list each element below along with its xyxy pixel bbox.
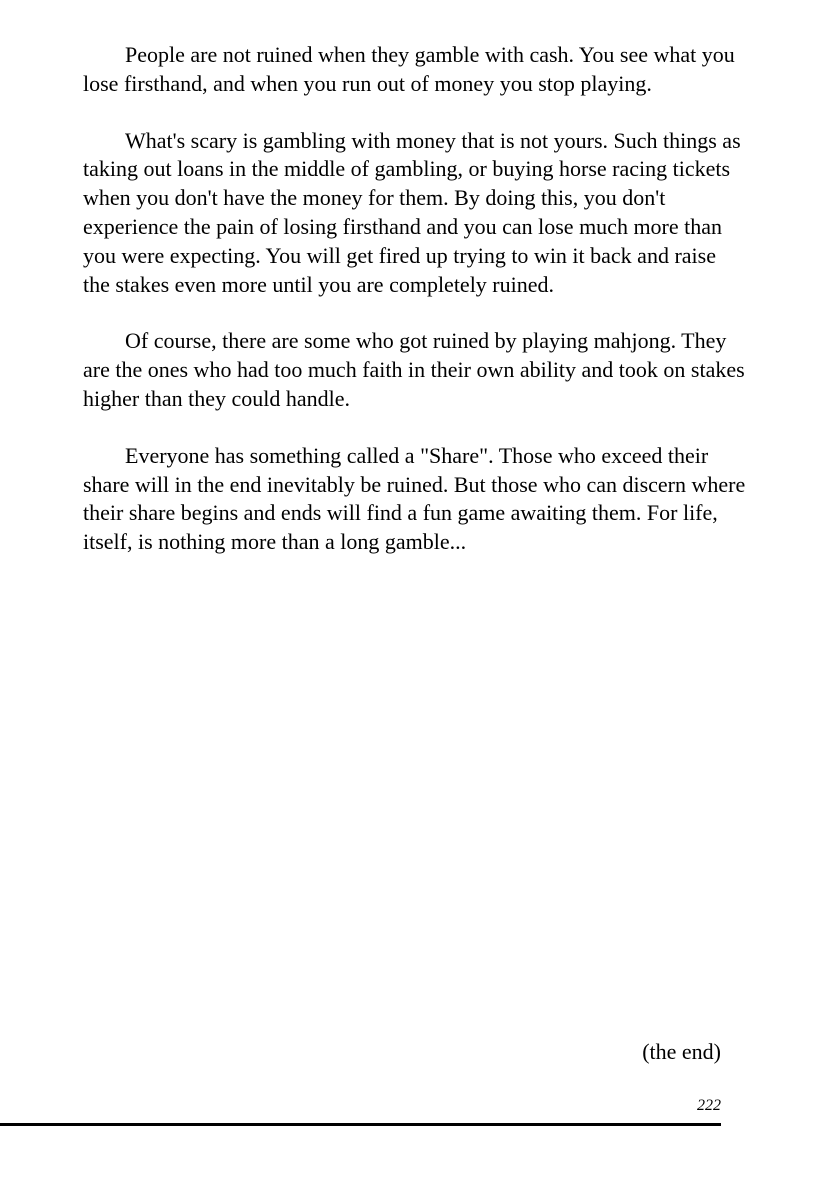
body-text [83,41,748,585]
footer-divider [0,1123,721,1126]
page-number: 222 [697,1097,721,1114]
paragraph-mahjong: Of course, there are some who got ruined by playing mahjong. They are the ones who had too much faith in their own ability and took on stakes higher than they could handle. [83,328,745,411]
paragraph-cash-gambling: People are not ruined when they gamble with cash. You see what you lose firsthand, and when you run out of money you stop playing. [83,42,735,96]
paragraph-borrowed-money: What's scary is gambling with money that is not yours. Such things as taking out loans in the middle of gambling, or buying horse racing tickets when you don't have the money for them. By doing this, you don't experience the pain of losing firsthand and you can lose much more than you were expecting. You will get fired up trying to win it back and raise the stakes even more until you are completely ruined. [83,127,741,297]
closing-note: (the end) [642,1039,721,1064]
paragraph-share: Everyone has something called a "Share". Those who exceed their share will in the end inevitably be ruined. But those who can discern where their share begins and ends will find a fun game awaiting them. For life, itself, is nothing more than a long gamble... [83,442,746,555]
